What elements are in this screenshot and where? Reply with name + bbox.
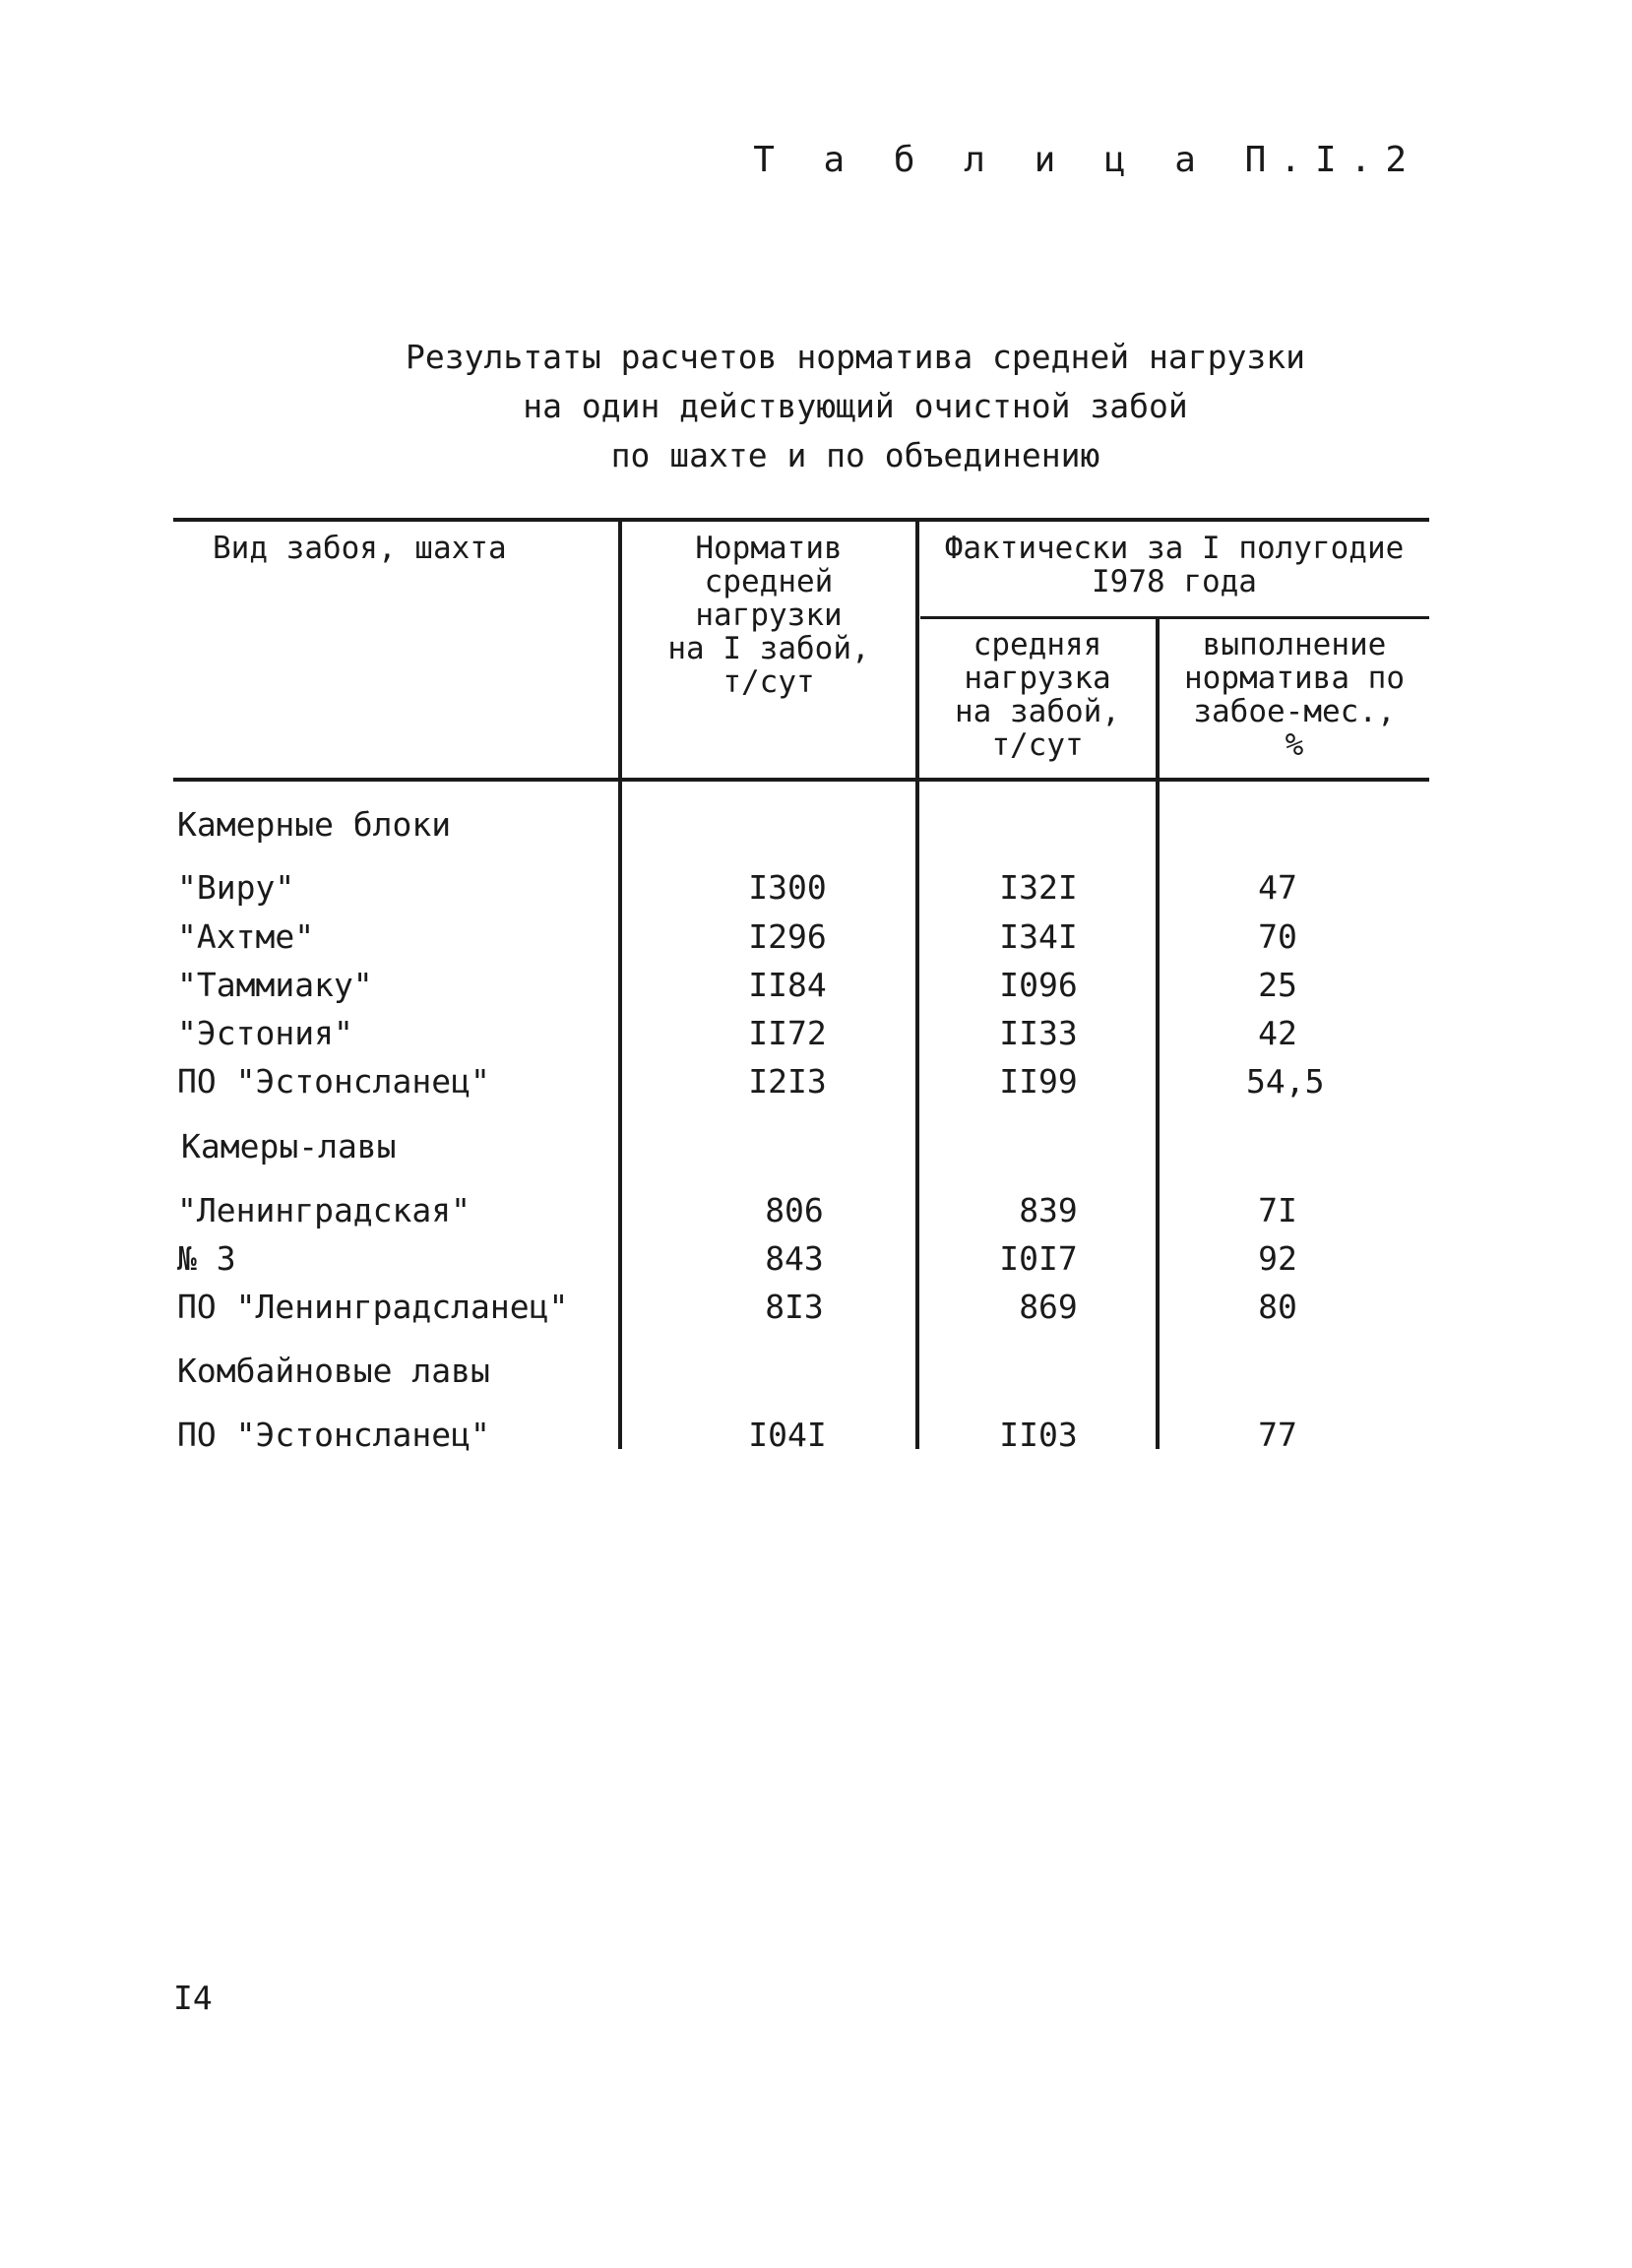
row-percent: 92 <box>1258 1239 1297 1278</box>
row-percent: 25 <box>1258 966 1297 1004</box>
group-header-rule <box>920 616 1429 619</box>
row-name: ПО "Ленинградсланец" <box>177 1288 569 1326</box>
row-percent: 54,5 <box>1246 1062 1325 1101</box>
row-percent: 7I <box>1258 1191 1297 1229</box>
row-name: "Ахтме" <box>177 917 315 956</box>
row-norm: 806 <box>765 1191 824 1229</box>
section-heading: Камеры-лавы <box>181 1127 397 1166</box>
row-actual: I0I7 <box>999 1239 1078 1278</box>
header-norm: Норматив средней нагрузки на I забой, т/сут <box>667 531 870 700</box>
row-actual: II99 <box>999 1062 1078 1101</box>
section-heading: Камерные блоки <box>177 805 452 844</box>
header-bottom-rule <box>173 778 1429 782</box>
row-actual: I096 <box>999 966 1078 1004</box>
row-norm: II72 <box>748 1014 827 1052</box>
title-line-2: на один действующий очистной забой <box>523 387 1188 425</box>
row-norm: I04I <box>748 1416 827 1454</box>
row-norm: 8I3 <box>765 1288 824 1326</box>
title-line-1: Результаты расчетов норматива средней нагрузки <box>406 338 1305 376</box>
row-actual: II33 <box>999 1014 1078 1052</box>
row-norm: I300 <box>748 868 827 907</box>
row-actual: 869 <box>1019 1288 1078 1326</box>
page-number: I4 <box>173 1979 213 2017</box>
row-name: ПО "Эстонсланец" <box>177 1416 490 1454</box>
row-name: ПО "Эстонсланец" <box>177 1062 490 1101</box>
row-norm: 843 <box>765 1239 824 1278</box>
table-label: Т а б л и ц а П.I.2 <box>753 140 1420 180</box>
title-line-3: по шахте и по объединению <box>610 436 1100 474</box>
header-fulfilment: выполнение норматива по забое-мес., % <box>1184 627 1405 763</box>
row-norm: I2I3 <box>748 1062 827 1101</box>
row-actual: I32I <box>999 868 1078 907</box>
table-top-rule <box>173 518 1429 522</box>
row-name: "Виру" <box>177 868 295 907</box>
row-name: "Эстония" <box>177 1014 353 1052</box>
row-name: № 3 <box>177 1239 236 1278</box>
header-actual-group: Фактически за I полугодие I978 года <box>944 531 1405 599</box>
row-actual: II03 <box>999 1416 1078 1454</box>
row-norm: II84 <box>748 966 827 1004</box>
row-actual: I34I <box>999 917 1078 956</box>
row-actual: 839 <box>1019 1191 1078 1229</box>
row-percent: 42 <box>1258 1014 1297 1052</box>
row-percent: 77 <box>1258 1416 1297 1454</box>
header-shaft: Вид забоя, шахта <box>213 531 507 566</box>
section-heading: Комбайновые лавы <box>177 1352 490 1390</box>
table-title <box>0 333 1632 480</box>
row-percent: 47 <box>1258 868 1297 907</box>
row-percent: 70 <box>1258 917 1297 956</box>
row-norm: I296 <box>748 917 827 956</box>
row-name: "Таммиаку" <box>177 966 373 1004</box>
header-avg-load: средняя нагрузка на забой, т/сут <box>955 627 1120 763</box>
row-name: "Ленинградская" <box>177 1191 471 1229</box>
row-percent: 80 <box>1258 1288 1297 1326</box>
